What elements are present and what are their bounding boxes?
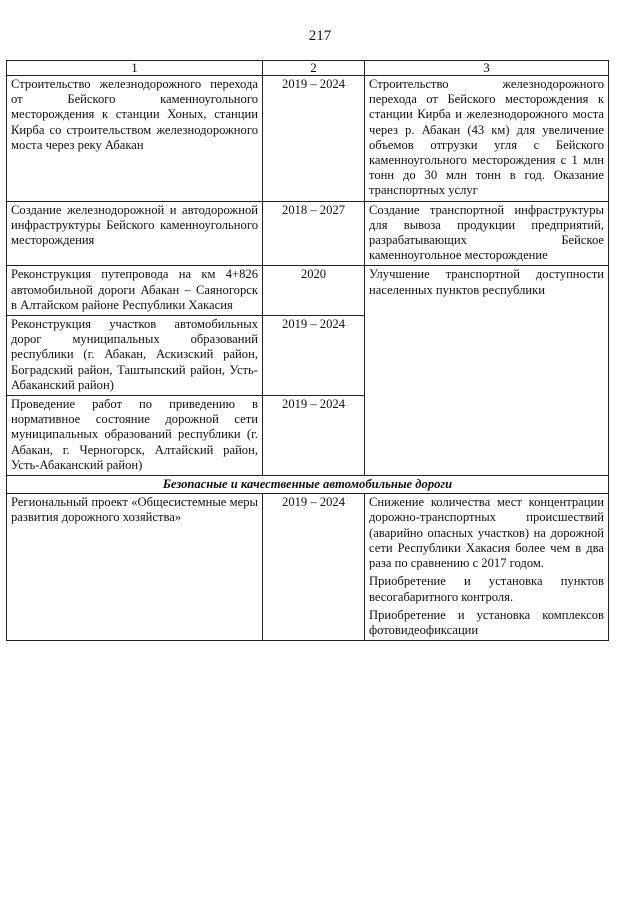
measure-period: 2019 – 2024 [263,76,365,202]
measure-result: Создание транспортной инфраструктуры для вывоза продукции предприятий, разрабатывающих Бейское каменноугольное месторождение [365,201,609,266]
table-row [7,76,609,202]
table-row [7,201,609,266]
table-row [7,266,609,316]
measure-period: 2019 – 2024 [263,316,365,396]
project-result-item: Снижение количества мест концентрации дорожно-транспортных происшествий (аварийно опасных участков) на дорожной сети Республики Хакасия более чем в два раза по сравнению с 2017 годом. [369,495,604,571]
section-row [7,476,609,494]
project-result-item: Приобретение и установка комплексов фотовидеофиксации [369,607,604,637]
project-period: 2019 – 2024 [263,494,365,641]
column-header-3: 3 [365,61,609,76]
measure-name: Строительство железнодорожного перехода от Бейского каменноугольного месторождения к станции Хоных, станции Кирба со строительством железнодорожного моста через реку Абакан [7,76,263,202]
table-row [7,494,609,641]
project-name: Региональный проект «Общесистемные меры развития дорожного хозяйства» [7,494,263,641]
measure-name: Создание железнодорожной и автодорожной инфраструктуры Бейского каменноугольного месторождения [7,201,263,266]
column-header-1: 1 [7,61,263,76]
measures-table [6,60,609,641]
measure-name: Проведение работ по приведению в нормативное состояние дорожной сети муниципальных образований республики (г. Абакан, г. Черногорск, Алтайский район, Усть-Абаканский район) [7,396,263,476]
measure-name: Реконструкция участков автомобильных дорог муниципальных образований республики (г. Абакан, Аскизский район, Боградский район, Таштыпский район, Усть-Абаканский район) [7,316,263,396]
page-number: 217 [308,28,332,44]
project-result-item: Приобретение и установка пунктов весогабаритного контроля. [369,574,604,604]
measure-result: Строительство железнодорожного перехода от Бейского месторождения к станции Кирба и железнодорожного моста через р. Абакан (43 км) для увеличение объемов отгрузки угля с Бейского каменноугольного месторождения с 1 млн тонн до 30 млн тонн в год. Оказание транспортных услуг [365,76,609,202]
section-title: Безопасные и качественные автомобильные дороги [7,476,609,494]
measure-period: 2019 – 2024 [263,396,365,476]
measure-result: Улучшение транспортной доступности населенных пунктов республики [365,266,609,476]
measure-period: 2018 – 2027 [263,201,365,266]
project-results [365,494,609,641]
measure-name: Реконструкция путепровода на км 4+826 автомобильной дороги Абакан – Саяногорск в Алтайском районе Республики Хакасия [7,266,263,316]
column-header-2: 2 [263,61,365,76]
measure-period: 2020 [263,266,365,316]
table-header-row [7,61,609,76]
